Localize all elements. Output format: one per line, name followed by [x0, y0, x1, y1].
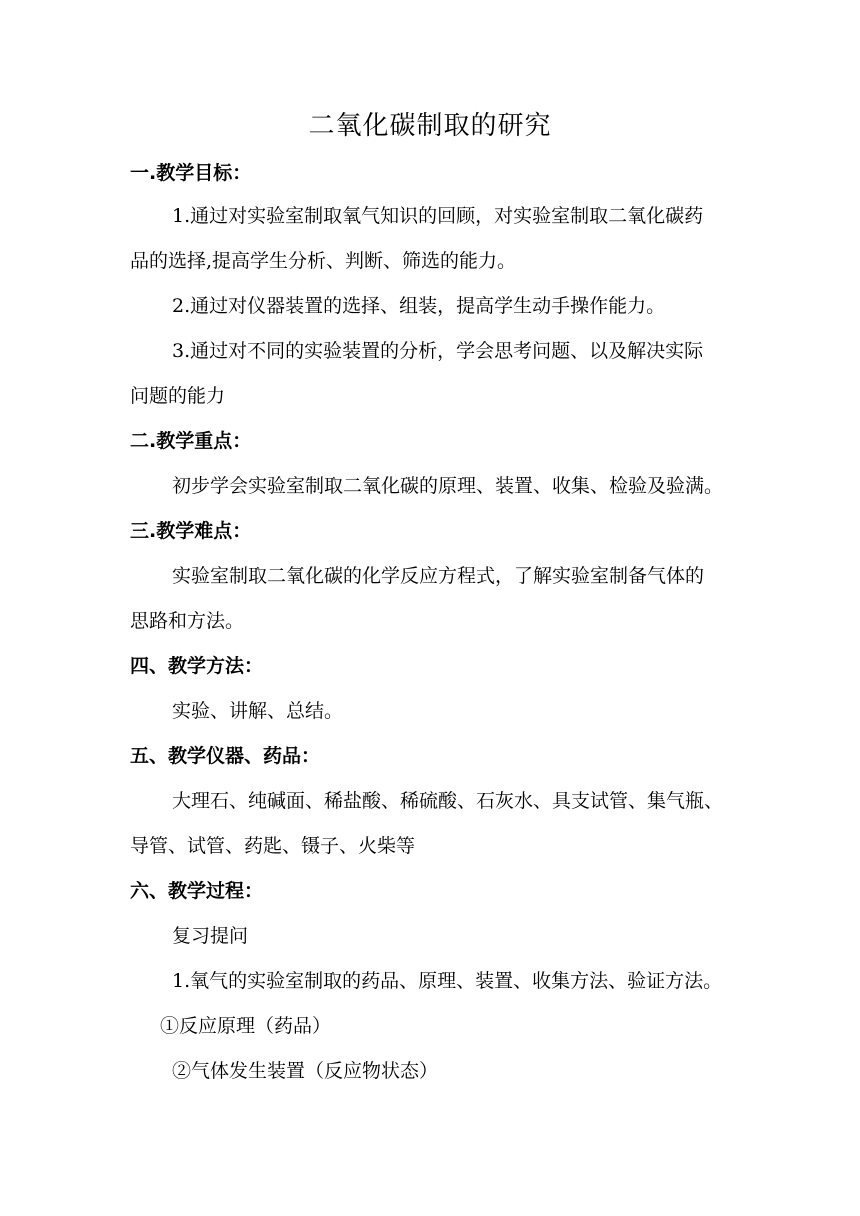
paragraph-line: 品的选择,提高学生分析、判断、筛选的能力。 — [130, 250, 517, 272]
paragraph-line: 大理石、纯碱面、稀盐酸、稀硫酸、石灰水、具支试管、集气瓶、 — [172, 790, 724, 812]
section-heading-methods: 四、教学方法： — [130, 655, 264, 677]
paragraph-line: 思路和方法。 — [130, 610, 245, 632]
list-item: ②气体发生装置（反应物状态） — [172, 1060, 439, 1082]
paragraph-line: 实验室制取二氧化碳的化学反应方程式，了解实验室制备气体的 — [172, 565, 705, 587]
paragraph-line: 1.通过对实验室制取氧气知识的回顾，对实验室制取二氧化碳药 — [172, 205, 704, 227]
paragraph-line: 实验、讲解、总结。 — [172, 700, 344, 722]
page-title: 二氧化碳制取的研究 — [308, 111, 552, 141]
section-heading-process: 六、教学过程： — [130, 880, 264, 902]
section-heading-difficulties: 三.教学难点： — [130, 520, 252, 542]
list-item: ①反应原理（药品） — [160, 1015, 332, 1037]
section-heading-key-points: 二.教学重点： — [130, 430, 252, 452]
section-heading-objectives: 一.教学目标： — [130, 162, 252, 184]
section-heading-materials: 五、教学仪器、药品： — [130, 745, 321, 767]
paragraph-line: 复习提问 — [172, 925, 249, 947]
paragraph-line: 问题的能力 — [130, 385, 226, 407]
paragraph-line: 2.通过对仪器装置的选择、组装，提高学生动手操作能力。 — [172, 295, 666, 317]
paragraph-line: 初步学会实验室制取二氧化碳的原理、装置、收集、检验及验满。 — [172, 475, 724, 497]
paragraph-line: 3.通过对不同的实验装置的分析，学会思考问题、以及解决实际 — [172, 340, 704, 362]
paragraph-line: 导管、试管、药匙、镊子、火柴等 — [130, 835, 416, 857]
paragraph-line: 1.氧气的实验室制取的药品、原理、装置、收集方法、验证方法。 — [172, 970, 723, 992]
